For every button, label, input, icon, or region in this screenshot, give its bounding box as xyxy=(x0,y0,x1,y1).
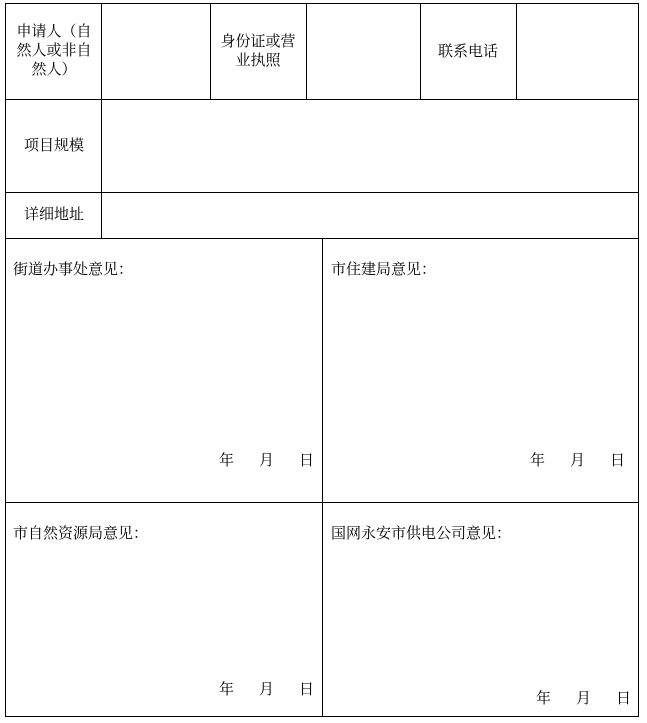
date-month: 月 xyxy=(570,451,586,469)
grid-line xyxy=(306,3,307,100)
grid-line xyxy=(516,3,517,100)
phone-label: 联系电话 xyxy=(437,42,498,60)
address-label: 详细地址 xyxy=(23,205,84,223)
grid-line xyxy=(5,3,6,717)
date-month: 月 xyxy=(576,689,592,707)
date-month: 月 xyxy=(259,451,275,469)
opinion-title: 街道办事处意见： xyxy=(13,260,134,278)
project-scale-label: 项目规模 xyxy=(23,136,84,154)
opinion-title: 市住建局意见： xyxy=(331,260,437,278)
opinion-title: 国网永安市供电公司意见： xyxy=(331,524,512,542)
opinion-title: 市自然资源局意见： xyxy=(13,524,149,542)
date-day: 日 xyxy=(299,451,315,469)
date-month: 月 xyxy=(259,680,275,698)
date-year: 年 xyxy=(219,680,235,698)
date-day: 日 xyxy=(616,689,632,707)
grid-line xyxy=(322,238,323,717)
id-label: 身份证或营业执照 xyxy=(220,32,296,69)
grid-line xyxy=(420,3,421,100)
grid-line xyxy=(101,3,102,239)
date-year: 年 xyxy=(536,689,552,707)
date-day: 日 xyxy=(610,451,626,469)
date-year: 年 xyxy=(530,451,546,469)
grid-line xyxy=(210,3,211,100)
grid-line xyxy=(638,3,639,717)
applicant-label: 申请人（自然人或非自然人） xyxy=(16,22,92,78)
date-year: 年 xyxy=(219,451,235,469)
date-day: 日 xyxy=(299,680,315,698)
